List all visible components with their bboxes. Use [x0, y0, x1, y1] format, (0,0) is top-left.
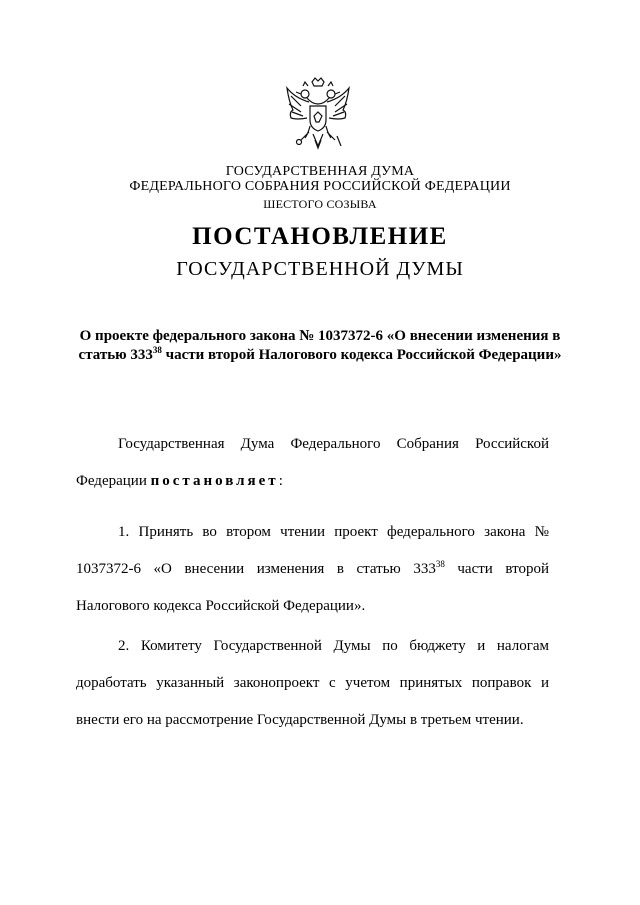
item1-superscript: 38: [435, 559, 445, 569]
intro-paragraph: [76, 426, 549, 500]
coat-of-arms-icon: [283, 76, 353, 152]
convocation-label: ШЕСТОГО СОЗЫВА: [263, 197, 377, 211]
item-2-paragraph: 2. Комитету Государственной Думы по бюджету и налогам доработать указанный законопроект с учетом принятых поправок и внести его на рассмотрение Государственной Думы в третьем чтении.: [76, 638, 549, 728]
item1-text-part1: 1. Принять во втором чтении проект федерального закона № 1037372-6 «О внесении изменения в статью 333: [76, 524, 549, 577]
issuer-name-line2: ФЕДЕРАЛЬНОГО СОБРАНИЯ РОССИЙСКОЙ ФЕДЕРАЦИИ: [129, 179, 511, 194]
subject-text-part1: О проекте федерального закона № 1037372-6 «О внесении изменения в статью 333: [78, 328, 561, 363]
intro-colon: :: [278, 473, 283, 489]
subject-text-part2: части второй Налогового кодекса Российской Федерации»: [161, 347, 562, 363]
intro-text: Государственная Дума Федерального Собрания Российской Федерации: [76, 436, 549, 489]
subject-superscript: 38: [152, 345, 162, 355]
item1-text-part2: части второй Налогового кодекса Российской Федерации».: [76, 561, 549, 614]
document-subject: [60, 327, 580, 365]
item-1-paragraph: [76, 514, 549, 625]
document-type-title: ПОСТАНОВЛЕНИЕ: [192, 223, 448, 250]
issuer-name-line1: ГОСУДАРСТВЕННАЯ ДУМА: [225, 164, 415, 179]
decree-verb: постановляет: [150, 473, 279, 489]
document-issuer-title: ГОСУДАРСТВЕННОЙ ДУМЫ: [176, 258, 464, 280]
